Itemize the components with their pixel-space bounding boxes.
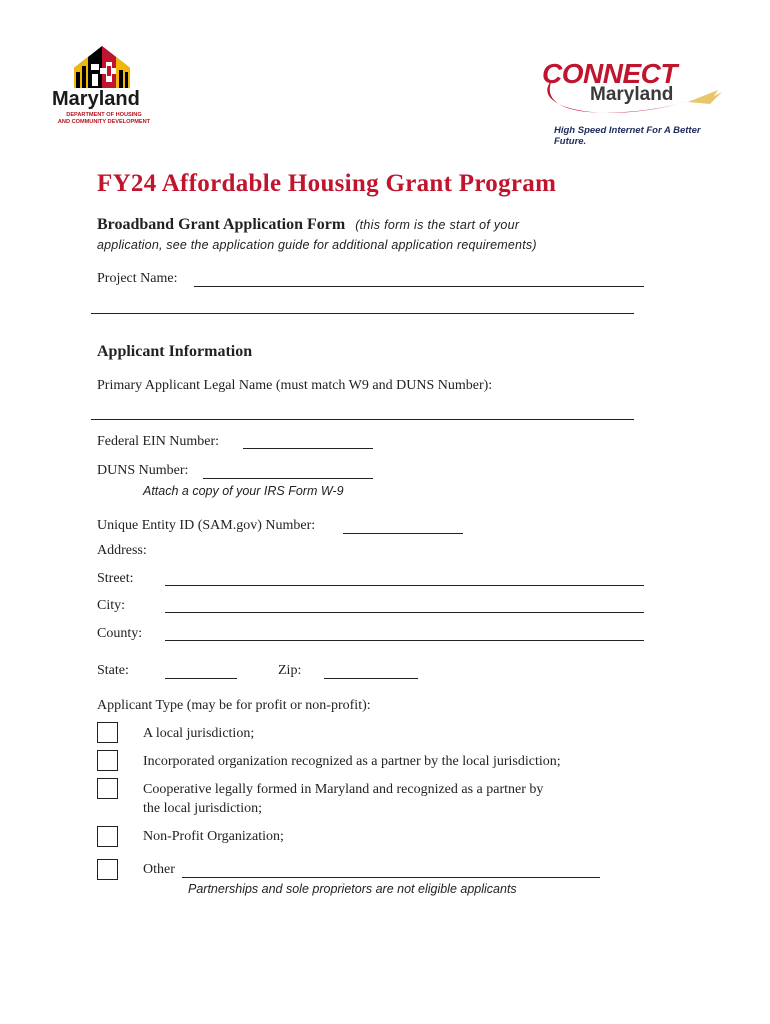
- duns-label: DUNS Number:: [97, 463, 189, 478]
- checkbox-other[interactable]: [97, 859, 118, 880]
- checkbox-non-profit[interactable]: [97, 826, 118, 847]
- option-cooperative-continued: the local jurisdiction;: [143, 801, 262, 816]
- county-label: County:: [97, 626, 143, 641]
- connect-maryland-logo: [538, 58, 728, 147]
- legal-name-label: Primary Applicant Legal Name (must match W9 and DUNS Number):: [97, 378, 493, 393]
- zip-field[interactable]: [324, 678, 418, 679]
- form-note: (this form is the start of your: [355, 218, 520, 232]
- state-field[interactable]: [165, 678, 237, 679]
- maryland-logo-subtitle: DEPARTMENT OF HOUSING AND COMMUNITY DEVELOPMENT: [57, 112, 151, 125]
- duns-field[interactable]: [203, 478, 373, 479]
- connect-tagline: High Speed Internet For A Better Future.: [554, 125, 701, 147]
- maryland-logo-text: Maryland: [52, 88, 140, 110]
- other-field[interactable]: [182, 877, 600, 878]
- eligibility-note: Partnerships and sole proprietors are not eligible applicants: [188, 882, 517, 896]
- duns-note: Attach a copy of your IRS Form W-9: [143, 484, 344, 498]
- project-name-field[interactable]: [194, 286, 644, 287]
- uei-field[interactable]: [343, 533, 463, 534]
- option-other: Other: [143, 862, 175, 877]
- city-field[interactable]: [165, 612, 644, 613]
- option-local-jurisdiction: A local jurisdiction;: [143, 726, 255, 741]
- state-label: State:: [97, 663, 129, 678]
- option-incorporated-organization: Incorporated organization recognized as a partner by the local jurisdiction;: [143, 754, 561, 769]
- page-title: FY24 Affordable Housing Grant Program: [97, 170, 557, 197]
- checkbox-cooperative[interactable]: [97, 778, 118, 799]
- project-name-field-line2[interactable]: [91, 313, 634, 314]
- checkbox-incorporated-organization[interactable]: [97, 750, 118, 771]
- connect-maryland-text: Maryland: [590, 84, 674, 105]
- zip-label: Zip:: [278, 663, 302, 678]
- maryland-dhcd-logo: [52, 44, 162, 130]
- connect-logo-text: CONNECT: [542, 58, 677, 89]
- address-label: Address:: [97, 543, 147, 558]
- city-label: City:: [97, 598, 126, 613]
- project-name-label: Project Name:: [97, 271, 178, 286]
- uei-label: Unique Entity ID (SAM.gov) Number:: [97, 518, 316, 533]
- option-non-profit: Non-Profit Organization;: [143, 829, 284, 844]
- applicant-type-label: Applicant Type (may be for profit or non-profit):: [97, 698, 371, 713]
- checkbox-local-jurisdiction[interactable]: [97, 722, 118, 743]
- ein-label: Federal EIN Number:: [97, 434, 220, 449]
- form-note-continued: application, see the application guide for additional application requirements): [97, 238, 537, 252]
- option-cooperative: Cooperative legally formed in Maryland and recognized as a partner by: [143, 782, 544, 797]
- street-field[interactable]: [165, 585, 644, 586]
- applicant-info-heading: Applicant Information: [97, 343, 253, 360]
- legal-name-field[interactable]: [91, 419, 634, 420]
- ein-field[interactable]: [243, 448, 373, 449]
- maryland-flag-icon: [70, 44, 134, 90]
- county-field[interactable]: [165, 640, 644, 641]
- form-heading: Broadband Grant Application Form: [97, 216, 346, 233]
- street-label: Street:: [97, 571, 134, 586]
- form-heading-row: [97, 216, 519, 234]
